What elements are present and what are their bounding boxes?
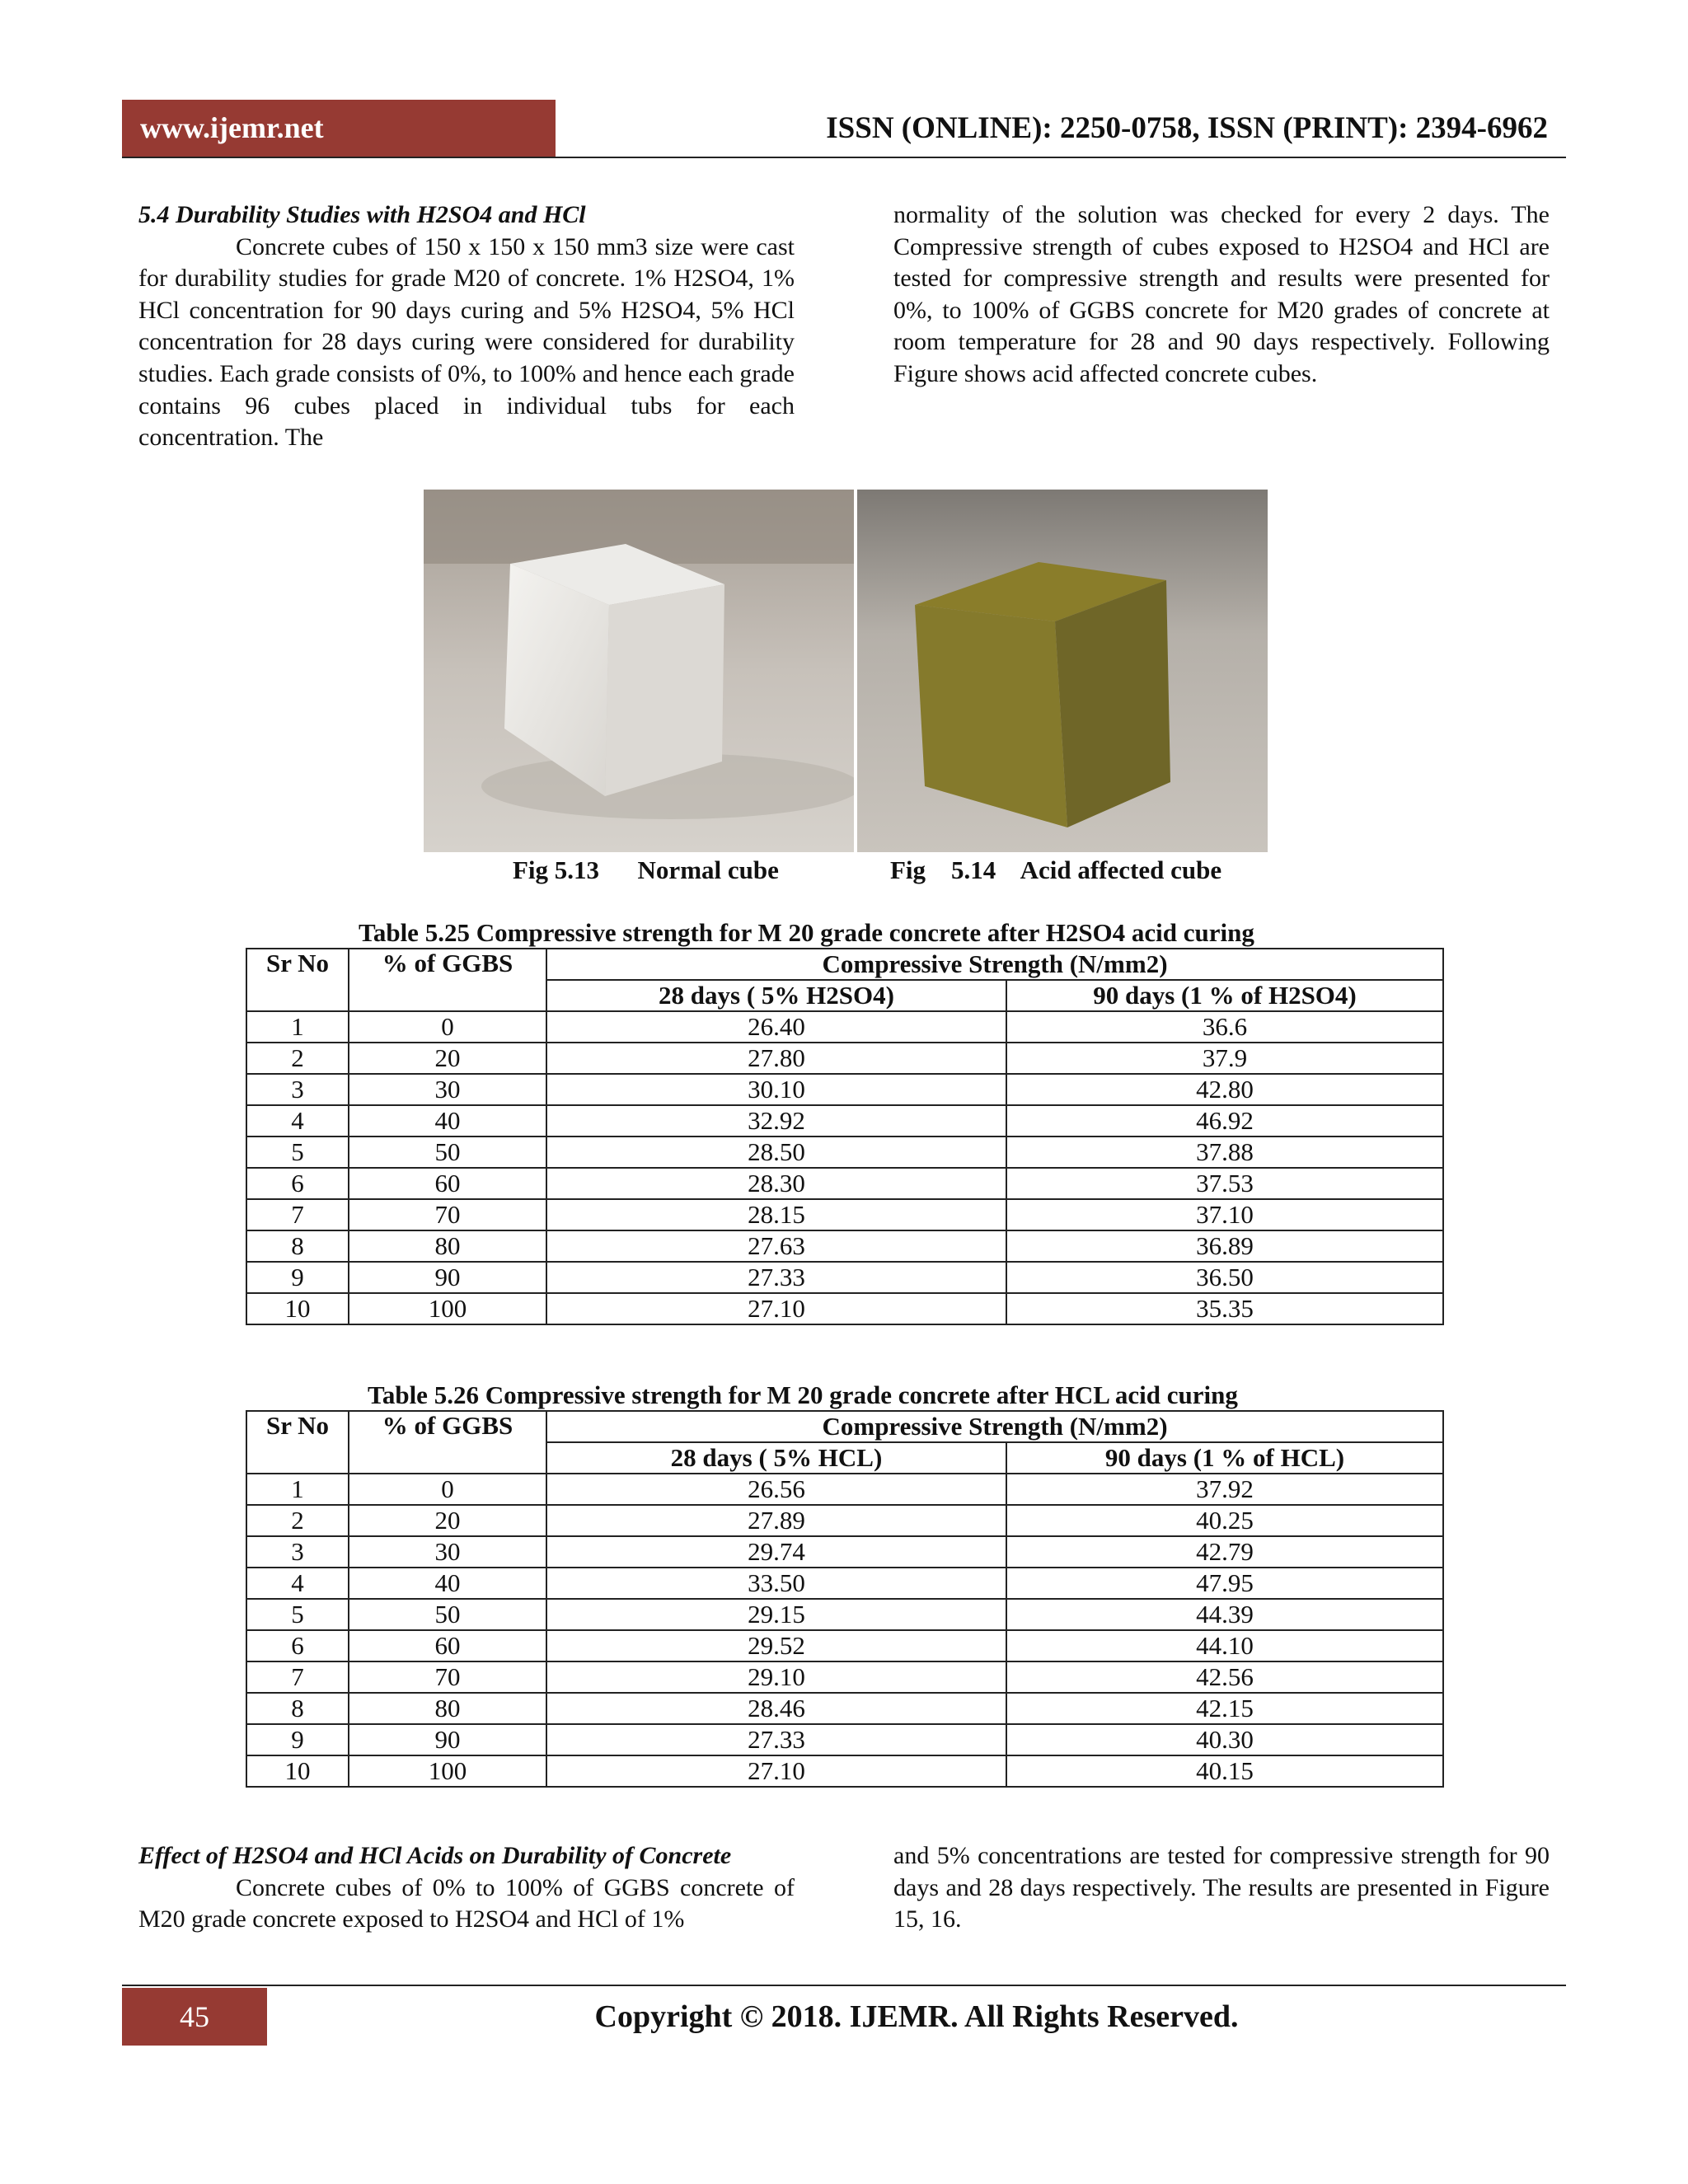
table-5-26-caption: Table 5.26 Compressive strength for M 20 grade concrete after HCL acid curing [368,1380,1238,1409]
journal-website: www.ijemr.net [122,100,556,157]
cell-28-days: 28.46 [546,1693,1006,1724]
cell-ggbs-percent: 100 [349,1293,546,1324]
cell-sr-no: 4 [246,1105,349,1137]
cell-90-days: 44.39 [1006,1599,1443,1630]
table-hcl [246,1410,1444,1788]
cell-90-days: 37.10 [1006,1199,1443,1230]
header-ggbs: % of GGBS [349,1411,546,1474]
cell-sr-no: 8 [246,1693,349,1724]
cell-90-days: 40.30 [1006,1724,1443,1755]
cell-28-days: 28.30 [546,1168,1006,1199]
cell-90-days: 46.92 [1006,1105,1443,1137]
table-row [246,1105,1443,1137]
cell-ggbs-percent: 80 [349,1230,546,1262]
cell-28-days: 29.74 [546,1536,1006,1568]
header-28-days: 28 days ( 5% H2SO4) [546,980,1006,1011]
cell-28-days: 27.10 [546,1293,1006,1324]
cell-28-days: 29.10 [546,1661,1006,1693]
table-row [246,1536,1443,1568]
table-row [246,1474,1443,1505]
cell-sr-no: 9 [246,1262,349,1293]
table-h2so4 [246,948,1444,1325]
table-row [246,1755,1443,1787]
page-number: 45 [122,1988,267,2046]
cell-ggbs-percent: 60 [349,1168,546,1199]
cell-ggbs-percent: 100 [349,1755,546,1787]
cell-ggbs-percent: 20 [349,1043,546,1074]
section-right-column [893,199,1550,391]
header-sr-no: Sr No [246,1411,349,1474]
cell-sr-no: 7 [246,1199,349,1230]
cell-sr-no: 7 [246,1661,349,1693]
section-paragraph-left: Concrete cubes of 150 x 150 x 150 mm3 size were cast for durability studies for grade M20 of concrete. 1% H2SO4, 1% HCl concentration for 90 days curing and 5% H2SO4, 5% HCl concentration for 28 days curing were considered for durability studies. Each grade consists of 0%, to 100% and hence each grade contains 96 cubes placed in individual tubs for each concentration. The [138,232,795,452]
cell-28-days: 32.92 [546,1105,1006,1137]
page-header [122,100,1566,158]
cell-28-days: 33.50 [546,1568,1006,1599]
copyright-notice: Copyright © 2018. IJEMR. All Rights Reserved. [594,1999,1239,2034]
header-ggbs: % of GGBS [349,949,546,1011]
table-row [246,1199,1443,1230]
section-title: 5.4 Durability Studies with H2SO4 and HCl [138,201,586,228]
cell-ggbs-percent: 70 [349,1199,546,1230]
normal-cube-photo [424,490,854,852]
cell-ggbs-percent: 30 [349,1536,546,1568]
cell-90-days: 36.50 [1006,1262,1443,1293]
header-compressive-strength: Compressive Strength (N/mm2) [546,1411,1443,1442]
cell-ggbs-percent: 0 [349,1011,546,1043]
cell-28-days: 27.80 [546,1043,1006,1074]
cell-90-days: 35.35 [1006,1293,1443,1324]
cell-sr-no: 9 [246,1724,349,1755]
cell-90-days: 42.79 [1006,1536,1443,1568]
cell-ggbs-percent: 30 [349,1074,546,1105]
cell-sr-no: 6 [246,1168,349,1199]
cell-90-days: 37.88 [1006,1137,1443,1168]
cell-sr-no: 10 [246,1293,349,1324]
table-row [246,1568,1443,1599]
cell-sr-no: 10 [246,1755,349,1787]
header-28-days: 28 days ( 5% HCL) [546,1442,1006,1474]
table-row [246,1630,1443,1661]
cell-90-days: 37.53 [1006,1168,1443,1199]
table-row [246,1505,1443,1536]
table-row [246,1293,1443,1324]
cell-ggbs-percent: 50 [349,1599,546,1630]
table-row [246,1137,1443,1168]
cell-28-days: 27.89 [546,1505,1006,1536]
cell-90-days: 42.56 [1006,1661,1443,1693]
table-5-25-caption: Table 5.25 Compressive strength for M 20 grade concrete after H2SO4 acid curing [359,918,1254,947]
table-row [246,1599,1443,1630]
cell-90-days: 47.95 [1006,1568,1443,1599]
cell-28-days: 30.10 [546,1074,1006,1105]
cell-28-days: 27.10 [546,1755,1006,1787]
cell-90-days: 40.25 [1006,1505,1443,1536]
header-90-days: 90 days (1 % of HCL) [1006,1442,1443,1474]
cell-ggbs-percent: 60 [349,1630,546,1661]
section-paragraph-right: normality of the solution was checked for every 2 days. The Compressive strength of cubes exposed to H2SO4 and HCl are tested for compressive strength and results were presented for 0%, to 100% of GGBS concrete for M20 grades of concrete at room temperature for 28 and 90 days respectively. Following Figure shows acid affected concrete cubes. [893,201,1550,387]
cell-ggbs-percent: 50 [349,1137,546,1168]
table-row [246,1230,1443,1262]
cell-sr-no: 4 [246,1568,349,1599]
cell-28-days: 26.56 [546,1474,1006,1505]
header-compressive-strength: Compressive Strength (N/mm2) [546,949,1443,980]
cell-sr-no: 2 [246,1043,349,1074]
table-row [246,1262,1443,1293]
cell-28-days: 29.52 [546,1630,1006,1661]
cell-ggbs-percent: 90 [349,1724,546,1755]
cell-90-days: 42.80 [1006,1074,1443,1105]
effect-paragraph-left: Concrete cubes of 0% to 100% of GGBS concrete of M20 grade concrete exposed to H2SO4 and HCl of 1% [138,1873,795,1933]
cell-90-days: 37.9 [1006,1043,1443,1074]
cell-ggbs-percent: 0 [349,1474,546,1505]
cell-28-days: 29.15 [546,1599,1006,1630]
cell-28-days: 27.63 [546,1230,1006,1262]
cell-sr-no: 5 [246,1137,349,1168]
cell-ggbs-percent: 20 [349,1505,546,1536]
header-sr-no: Sr No [246,949,349,1011]
cell-ggbs-percent: 90 [349,1262,546,1293]
cell-sr-no: 1 [246,1011,349,1043]
fig-5-13-caption: Fig 5.13 Normal cube [513,855,779,884]
acid-affected-cube-photo [857,490,1268,852]
cell-90-days: 37.92 [1006,1474,1443,1505]
header-rule [122,157,1566,158]
cell-90-days: 42.15 [1006,1693,1443,1724]
cell-sr-no: 6 [246,1630,349,1661]
cell-ggbs-percent: 80 [349,1693,546,1724]
section-left-column [138,199,795,454]
issn-line: ISSN (ONLINE): 2250-0758, ISSN (PRINT): 2394-6962 [826,111,1548,145]
cell-sr-no: 1 [246,1474,349,1505]
effect-title: Effect of H2SO4 and HCl Acids on Durability of Concrete [138,1842,732,1869]
cell-28-days: 27.33 [546,1724,1006,1755]
cell-90-days: 36.6 [1006,1011,1443,1043]
cell-ggbs-percent: 40 [349,1568,546,1599]
effect-right-column [893,1840,1550,1936]
cell-28-days: 26.40 [546,1011,1006,1043]
fig-5-14-caption: Fig 5.14 Acid affected cube [890,855,1222,884]
cell-90-days: 44.10 [1006,1630,1443,1661]
cell-90-days: 40.15 [1006,1755,1443,1787]
footer-rule [122,1985,1566,1986]
cell-28-days: 28.15 [546,1199,1006,1230]
table-row [246,1074,1443,1105]
table-row [246,1693,1443,1724]
cell-ggbs-percent: 70 [349,1661,546,1693]
cell-sr-no: 5 [246,1599,349,1630]
effect-left-column [138,1840,795,1936]
table-row [246,1168,1443,1199]
cell-28-days: 27.33 [546,1262,1006,1293]
header-90-days: 90 days (1 % of H2SO4) [1006,980,1443,1011]
cell-ggbs-percent: 40 [349,1105,546,1137]
cell-sr-no: 3 [246,1074,349,1105]
table-row [246,1011,1443,1043]
cell-sr-no: 2 [246,1505,349,1536]
effect-paragraph-right: and 5% concentrations are tested for compressive strength for 90 days and 28 days respectively. The results are presented in Figure 15, 16. [893,1842,1550,1933]
cell-sr-no: 8 [246,1230,349,1262]
page-footer [122,1985,1566,2046]
cell-28-days: 28.50 [546,1137,1006,1168]
cell-90-days: 36.89 [1006,1230,1443,1262]
table-row [246,1661,1443,1693]
cell-sr-no: 3 [246,1536,349,1568]
table-row [246,1724,1443,1755]
table-row [246,1043,1443,1074]
